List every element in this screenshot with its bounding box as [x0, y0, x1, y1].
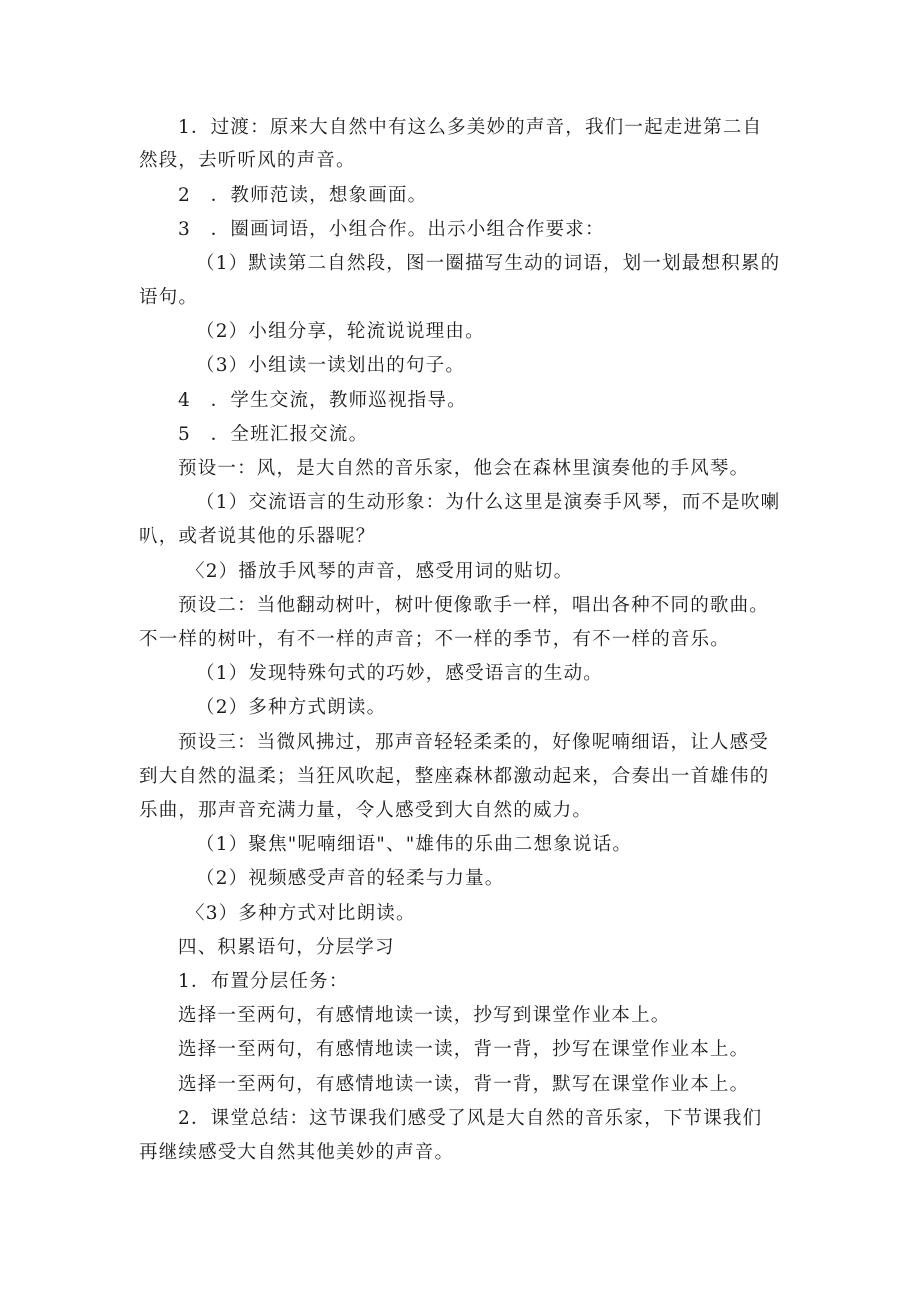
- section-heading: 四、积累语句，分层学习: [178, 937, 395, 958]
- text-line: （2）视频感受声音的轻柔与力量。: [196, 868, 505, 889]
- text-line: 到大自然的温柔；当狂风吹起，整座森林都激动起来，合奏出一首雄伟的: [139, 766, 770, 787]
- text-line: （2）多种方式朗读。: [196, 697, 387, 718]
- text-line: 语句。: [139, 287, 199, 308]
- text-line: 1．过渡：原来大自然中有这么多美妙的声音，我们一起走进第二自: [178, 117, 763, 138]
- text-line: 5 ．全班汇报交流。: [178, 424, 369, 445]
- text-line: （1）默读第二自然段，图一圈描写生动的词语，划一划最想积累的: [196, 253, 781, 274]
- text-line: 选择一至两句，有感情地读一读，抄写到课堂作业本上。: [178, 1005, 671, 1026]
- text-line: （1）发现特殊句式的巧妙，感受语言的生动。: [196, 663, 603, 684]
- text-line: 〈2）播放手风琴的声音，感受用词的贴切。: [186, 561, 574, 582]
- text-line: 2．课堂总结：这节课我们感受了风是大自然的音乐家，下节课我们: [178, 1108, 763, 1129]
- text-line: 选择一至两句，有感情地读一读，背一背，默写在课堂作业本上。: [178, 1074, 750, 1095]
- text-line: 2 ．教师范读，想象画面。: [178, 185, 428, 206]
- text-line: 预设三：当微风拂过，那声音轻轻柔柔的，好像呢喃细语，让人感受: [178, 732, 770, 753]
- text-line: 3 ．圈画词语，小组合作。出示小组合作要求：: [178, 219, 605, 240]
- text-line: （1）聚焦"呢喃细语"、"雄伟的乐曲二想象说话。: [196, 834, 633, 855]
- text-line: 乐曲，那声音充满力量，令人感受到大自然的威力。: [139, 800, 593, 821]
- text-line: 预设一：风，是大自然的音乐家，他会在森林里演奏他的手风琴。: [178, 458, 750, 479]
- text-line: 叭，或者说其他的乐器呢？: [139, 526, 376, 547]
- text-line: 选择一至两句，有感情地读一读，背一背，抄写在课堂作业本上。: [178, 1039, 750, 1060]
- text-line: 4 ．学生交流，教师巡视指导。: [178, 390, 467, 411]
- text-line: 再继续感受大自然其他美妙的声音。: [139, 1142, 455, 1163]
- text-line: （3）小组读一读划出的句子。: [196, 355, 466, 376]
- text-line: 〈3）多种方式对比朗读。: [186, 903, 416, 924]
- text-line: 然段，去听听风的声音。: [139, 150, 356, 171]
- text-line: （1）交流语言的生动形象：为什么这里是演奏手风琴，而不是吹喇: [196, 492, 781, 513]
- text-line: （2）小组分享，轮流说说理由。: [196, 321, 485, 342]
- text-line: 1．布置分层任务：: [178, 971, 349, 992]
- text-line: 预设二：当他翻动树叶，树叶便像歌手一样，唱出各种不同的歌曲。: [178, 595, 770, 616]
- text-line: 不一样的树叶，有不一样的声音；不一样的季节，有不一样的音乐。: [139, 629, 731, 650]
